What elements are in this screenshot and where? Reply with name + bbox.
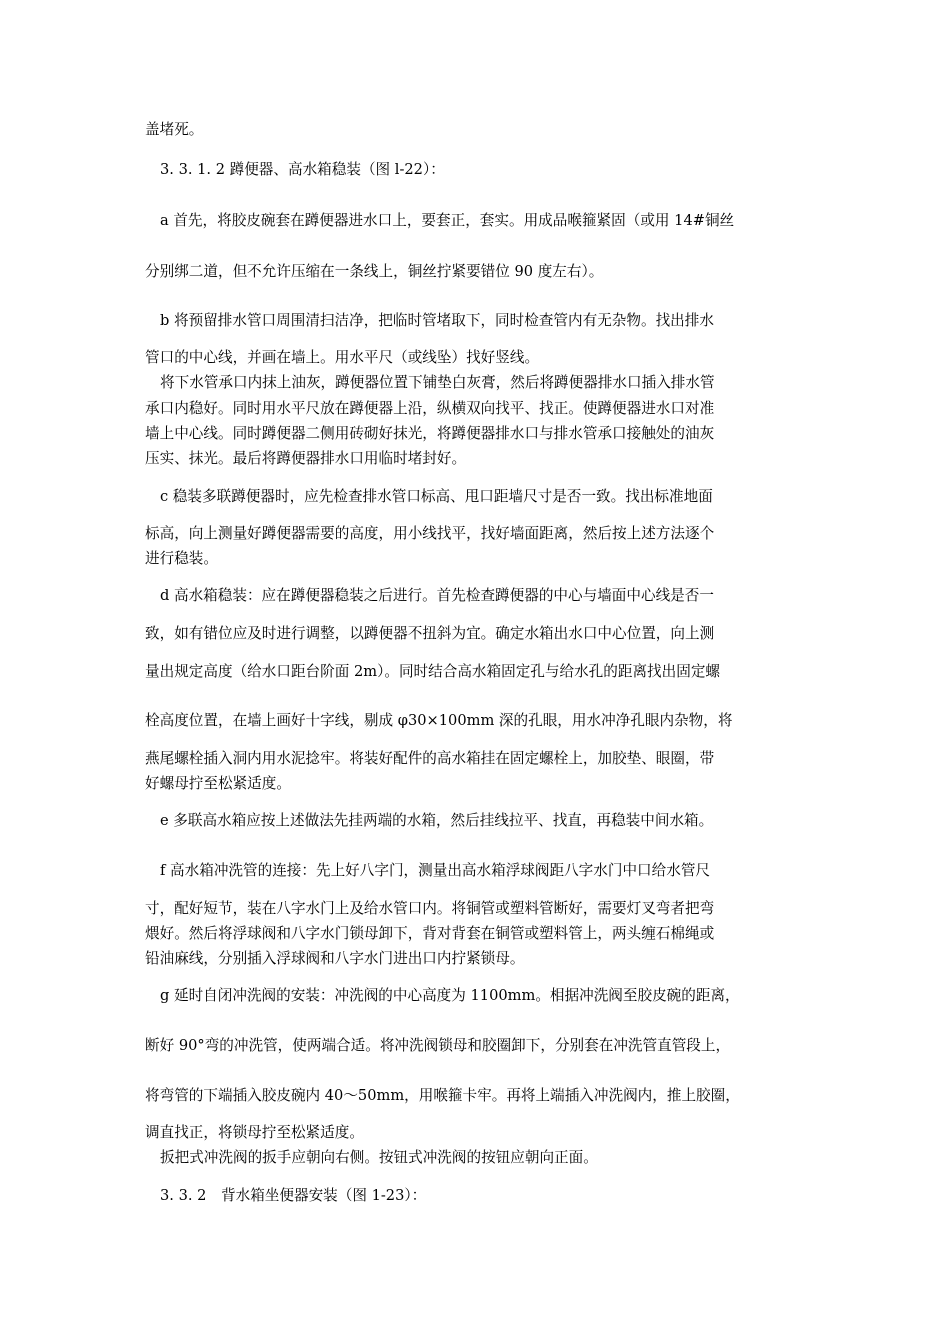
text-line: 将弯管的下端插入胶皮碗内 40～50mm，用喉箍卡牢。再将上端插入冲洗阀内，推上胶圈，	[145, 1087, 740, 1104]
text-line: 栓高度位置，在墙上画好十字线，剔成 φ30×100mm 深的孔眼，用水冲净孔眼内杂物，将	[145, 712, 733, 729]
text-line: e 多联高水箱应按上述做法先挂两端的水箱，然后挂线拉平、找直，再稳装中间水箱。	[160, 812, 714, 829]
text-line: 分别绑二道，但不允许压缩在一条线上，铜丝拧紧要错位 90 度左右）。	[145, 263, 604, 280]
text-line: 量出规定高度（给水口距台阶面 2m）。同时结合高水箱固定孔与给水孔的距离找出固定螺	[145, 663, 721, 680]
text-line: g 延时自闭冲洗阀的安装：冲洗阀的中心高度为 1100mm。相据冲洗阀至胶皮碗的距离，	[160, 987, 740, 1004]
text-line: 寸，配好短节，装在八字水门上及给水管口内。将铜管或塑料管断好，需要灯叉弯者把弯	[145, 900, 715, 917]
text-line: 墙上中心线。同时蹲便器二侧用砖砌好抹光，将蹲便器排水口与排水管承口接触处的油灰	[145, 425, 715, 442]
text-line: b 将预留排水管口周围清扫洁净，把临时管堵取下，同时检查管内有无杂物。找出排水	[160, 312, 714, 329]
text-line: 致，如有错位应及时进行调整，以蹲便器不扭斜为宜。确定水箱出水口中心位置，向上测	[145, 625, 715, 642]
text-line: 标高，向上测量好蹲便器需要的高度，用小线找平，找好墙面距离，然后按上述方法逐个	[145, 525, 715, 542]
text-line: 煨好。然后将浮球阀和八字水门锁母卸下，背对背套在铜管或塑料管上，两头缠石棉绳或	[145, 925, 715, 942]
text-line: c 稳装多联蹲便器时，应先检查排水管口标高、甩口距墙尺寸是否一致。找出标准地面	[160, 488, 713, 505]
text-line: 断好 90°弯的冲洗管，使两端合适。将冲洗阀锁母和胶圈卸下，分别套在冲洗管直管段上，	[145, 1037, 731, 1054]
text-line: 扳把式冲洗阀的扳手应朝向右侧。按钮式冲洗阀的按钮应朝向正面。	[160, 1149, 598, 1166]
text-line: 盖堵死。	[145, 121, 204, 138]
text-line: 承口内稳好。同时用水平尺放在蹲便器上沿，纵横双向找平、找正。使蹲便器进水口对准	[145, 400, 715, 417]
section-heading: 3. 3. 2 背水箱坐便器安装（图 1-23）：	[160, 1187, 427, 1204]
text-line: 调直找正，将锁母拧至松紧适度。	[145, 1124, 364, 1141]
text-line: 进行稳装。	[145, 550, 218, 567]
text-line: 好螺母拧至松紧适度。	[145, 775, 291, 792]
text-line: 压实、抹光。最后将蹲便器排水口用临时堵封好。	[145, 450, 467, 467]
text-line: 铅油麻线，分别插入浮球阀和八字水门进出口内拧紧锁母。	[145, 950, 525, 967]
text-line: f 高水箱冲洗管的连接：先上好八字门，测量出高水箱浮球阀距八字水门中口给水管尺	[160, 862, 711, 879]
text-line: 燕尾螺栓插入洞内用水泥捻牢。将装好配件的高水箱挂在固定螺栓上，加胶垫、眼圈，带	[145, 750, 715, 767]
text-line: d 高水箱稳装：应在蹲便器稳装之后进行。首先检查蹲便器的中心与墙面中心线是否一	[160, 587, 714, 604]
text-line: a 首先，将胶皮碗套在蹲便器进水口上，要套正，套实。用成品喉箍紧固（或用 14#铜丝	[160, 212, 735, 229]
section-heading: 3. 3. 1. 2 蹲便器、高水箱稳装（图 l-22）：	[160, 161, 445, 178]
text-line: 将下水管承口内抹上油灰，蹲便器位置下铺垫白灰膏，然后将蹲便器排水口插入排水管	[160, 374, 715, 391]
text-line: 管口的中心线，并画在墙上。用水平尺（或线坠）找好竖线。	[145, 349, 540, 366]
